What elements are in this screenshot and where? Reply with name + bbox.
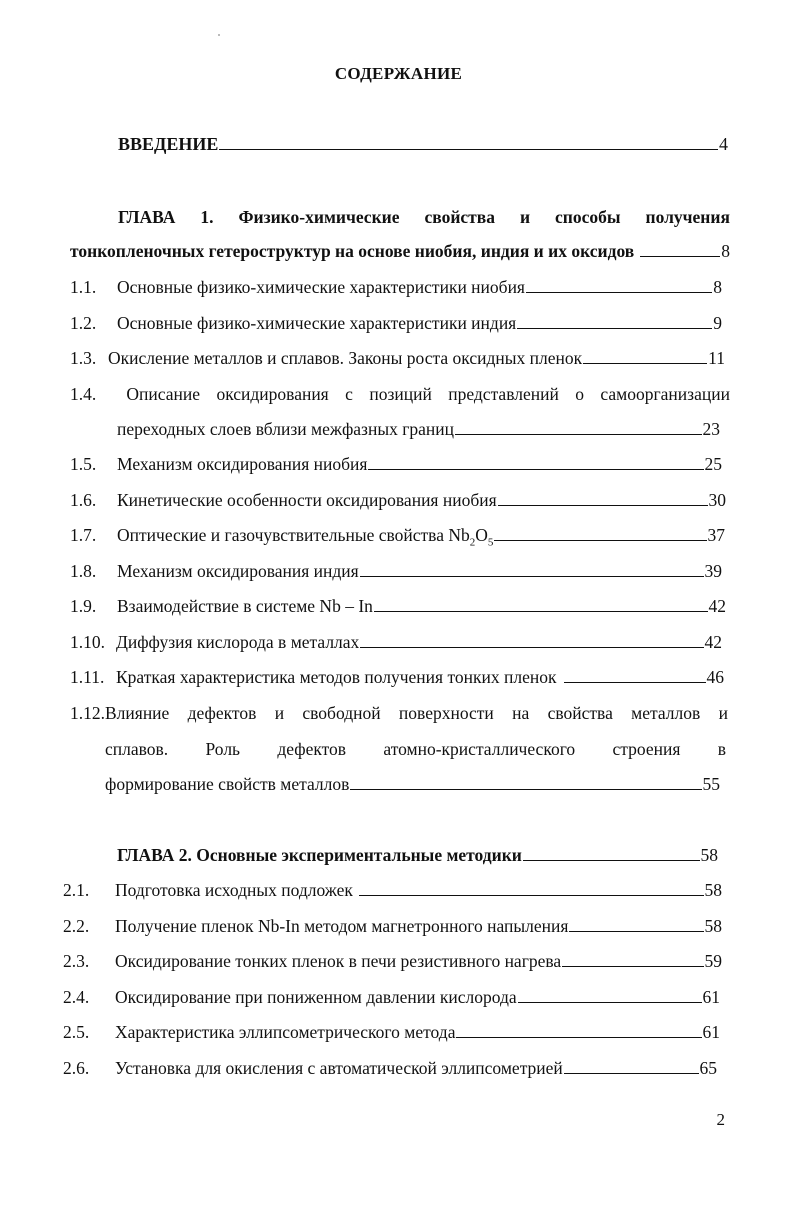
word: 1.12.Влияние (70, 703, 170, 723)
word: Роль (205, 739, 241, 759)
word: и (519, 207, 531, 227)
word: на (512, 703, 530, 723)
toc-item (70, 276, 722, 298)
item-text: Характеристика эллипсометрического метода (115, 1022, 456, 1042)
item-page: 42 (708, 596, 726, 616)
toc-item (70, 631, 722, 653)
formula-subscript: 5 (487, 536, 494, 549)
item-number: 2.6. (63, 1058, 90, 1078)
item-text: Оксидирование при пониженном давлении кислорода (115, 987, 517, 1007)
toc-item (63, 915, 722, 937)
word: оксидирования (216, 384, 329, 404)
word: Физико-химические (238, 207, 400, 227)
item-number: 2.3. (63, 951, 90, 971)
chapter1-heading-line1 (118, 206, 730, 228)
item-page: 11 (708, 348, 725, 368)
word: свободной (302, 703, 381, 723)
leader-line (360, 647, 703, 648)
toc-item-1-12-line3 (105, 773, 720, 795)
chapter1-heading-text: тонкопленочных гетероструктур на основе ниобия, индия и их оксидов (70, 241, 635, 261)
toc-intro (118, 133, 728, 155)
toc-item (70, 312, 722, 334)
item-number: 2.5. (63, 1022, 90, 1042)
leader-line (569, 931, 703, 932)
leader-line (523, 860, 700, 861)
toc-item (70, 666, 724, 688)
toc-item (70, 524, 725, 554)
toc-item-1-12-line1 (70, 702, 728, 724)
item-number: 2.4. (63, 987, 90, 1007)
item-number: 1.4. (70, 384, 97, 404)
leader-line (360, 576, 704, 577)
toc-item (70, 453, 722, 475)
word: позиций (369, 384, 432, 404)
toc-intro-label: ВВЕДЕНИЕ (118, 134, 219, 154)
item-page: 59 (704, 951, 722, 971)
item-number: 1.2. (70, 313, 97, 333)
item-page: 8 (713, 277, 722, 297)
item-number: 1.8. (70, 561, 97, 581)
toc-item (70, 560, 722, 582)
item-number: 1.10. (70, 632, 105, 652)
word: получения (645, 207, 730, 227)
item-text: Кинетические особенности оксидирования ниобия (117, 490, 497, 510)
word: строения (612, 739, 681, 759)
formula-oxygen: O (475, 525, 488, 545)
item-text: формирование свойств металлов (105, 774, 350, 794)
chapter2-heading-text: ГЛАВА 2. Основные экспериментальные методики (117, 845, 522, 865)
toc-item (70, 595, 726, 617)
chapter1-heading-line2 (70, 240, 730, 262)
item-number: 1.3. (70, 348, 97, 368)
word: дефектов (187, 703, 257, 723)
item-number: 1.5. (70, 454, 97, 474)
item-number: 2.1. (63, 880, 90, 900)
leader-line (517, 328, 712, 329)
leader-line (494, 540, 706, 541)
word: способы (555, 207, 621, 227)
item-text: Взаимодействие в системе Nb – In (117, 596, 373, 616)
item-page: 46 (706, 667, 724, 687)
toc-item (70, 347, 725, 369)
leader-line (498, 505, 708, 506)
toc-item-1-12-line2 (105, 738, 726, 760)
leader-line (350, 789, 701, 790)
leader-line (359, 895, 704, 896)
toc-item (70, 489, 726, 511)
word: дефектов (277, 739, 347, 759)
word: и (274, 703, 285, 723)
leader-line (456, 1037, 701, 1038)
item-page: 58 (704, 880, 722, 900)
item-text: Получение пленок Nb-In методом магнетронного напыления (115, 916, 569, 936)
page-number: 2 (716, 1110, 725, 1129)
item-text: Краткая характеристика методов получения тонких пленок (116, 667, 557, 687)
item-number: 1.7. (70, 525, 97, 545)
toc-intro-page: 4 (719, 134, 728, 154)
word: металлов (631, 703, 701, 723)
item-text: Подготовка исходных подложек (115, 880, 353, 900)
chapter2-page: 58 (700, 845, 718, 865)
toc-item-1-4-line1 (70, 383, 730, 405)
item-number: 1.1. (70, 277, 97, 297)
item-number: 1.9. (70, 596, 97, 616)
word: представлений (448, 384, 559, 404)
formula-base: Оптические и газочувствительные свойства Nb (117, 525, 470, 545)
item-page: 42 (704, 632, 722, 652)
item-page: 9 (713, 313, 722, 333)
item-page: 25 (704, 454, 722, 474)
word: ГЛАВА (118, 207, 176, 227)
word: о (575, 384, 584, 404)
item-text: Окисление металлов и сплавов. Законы роста оксидных пленок (108, 348, 583, 368)
word: свойства (547, 703, 613, 723)
leader-line (564, 1073, 699, 1074)
leader-line (368, 469, 703, 470)
leader-line (219, 149, 718, 150)
leader-line (562, 966, 703, 967)
item-text: Механизм оксидирования ниобия (117, 454, 368, 474)
word: с (345, 384, 353, 404)
toc-item-1-4-line2 (117, 418, 720, 440)
word: в (717, 739, 726, 759)
leader-line (564, 682, 705, 683)
item-number: 1.11. (70, 667, 105, 687)
word: и (718, 703, 728, 723)
item-page: 55 (702, 774, 720, 794)
word: атомно-кристаллического (383, 739, 576, 759)
leader-line (526, 292, 712, 293)
toc-item (63, 950, 722, 972)
item-number: 2.2. (63, 916, 90, 936)
item-page: 61 (702, 987, 720, 1007)
item-page: 37 (707, 525, 725, 545)
item-text: Механизм оксидирования индия (117, 561, 359, 581)
word: самоорганизации (600, 384, 730, 404)
chapter1-page: 8 (721, 241, 730, 261)
item-text: переходных слоев вблизи межфазных границ (117, 419, 455, 439)
item-number: 1.6. (70, 490, 97, 510)
word: 1. (200, 207, 214, 227)
leader-line (374, 611, 708, 612)
item-page: 30 (708, 490, 726, 510)
item-page: 23 (702, 419, 720, 439)
toc-item (63, 1057, 717, 1079)
item-page: 61 (702, 1022, 720, 1042)
leader-line (518, 1002, 702, 1003)
item-text: Основные физико-химические характеристики индия (117, 313, 517, 333)
item-text: Основные физико-химические характеристики ниобия (117, 277, 525, 297)
word: поверхности (398, 703, 494, 723)
scan-speck (218, 34, 220, 36)
chapter2-heading (117, 844, 718, 866)
toc-item (63, 1021, 720, 1043)
item-page: 39 (704, 561, 722, 581)
page-title: СОДЕРЖАНИЕ (334, 64, 463, 83)
item-text (117, 524, 493, 554)
toc-item (63, 879, 722, 901)
word: свойства (424, 207, 495, 227)
formula-subscript: 2 (469, 536, 476, 549)
item-page: 65 (699, 1058, 717, 1078)
item-text: Установка для окисления с автоматической эллипсометрией (115, 1058, 563, 1078)
toc-item (63, 986, 720, 1008)
leader-line (640, 256, 720, 257)
item-text: Оксидирование тонких пленок в печи резистивного нагрева (115, 951, 562, 971)
word: Описание (126, 384, 201, 404)
leader-line (455, 434, 701, 435)
item-page: 58 (704, 916, 722, 936)
leader-line (583, 363, 707, 364)
word: сплавов. (105, 739, 169, 759)
item-text: Диффузия кислорода в металлах (116, 632, 360, 652)
